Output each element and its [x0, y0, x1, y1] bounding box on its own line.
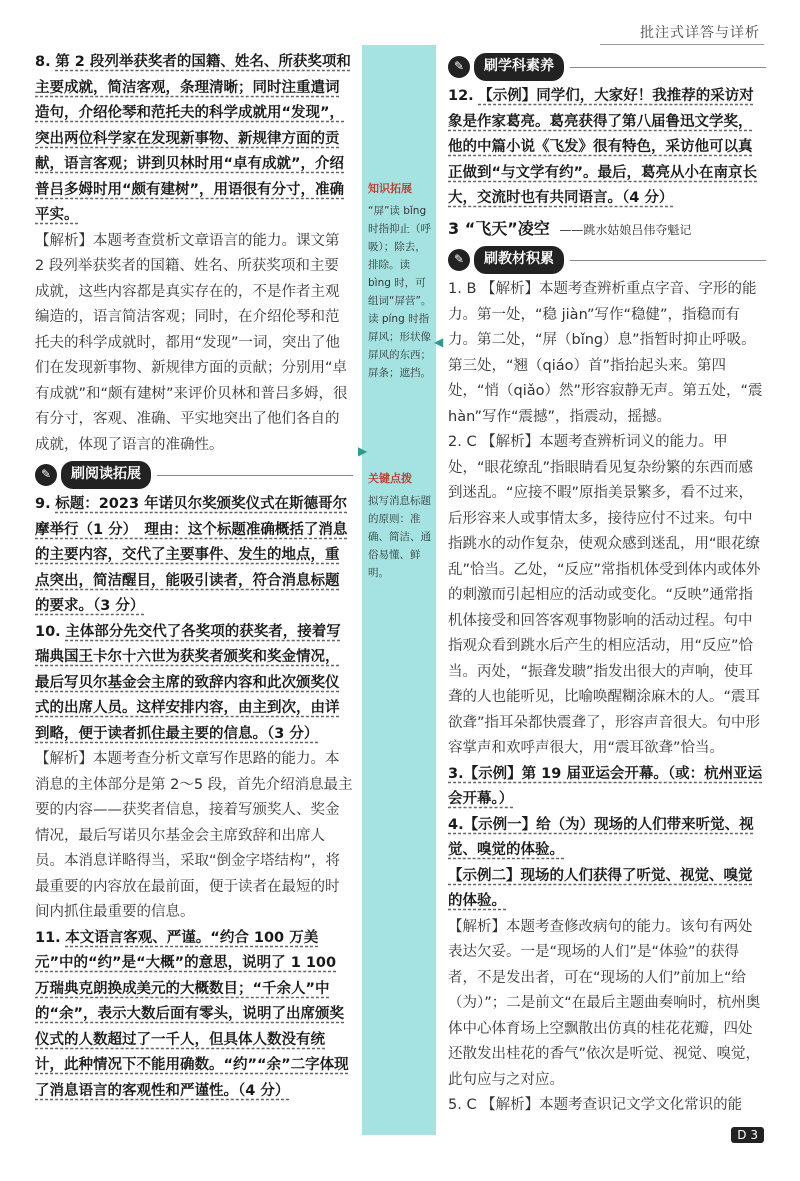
- side-note-key: [368, 470, 434, 582]
- pointer-right-icon: ▶: [358, 444, 368, 458]
- lesson-title: [448, 216, 766, 244]
- side-note-title: 关键点拨: [368, 472, 412, 485]
- question-12: [448, 84, 766, 212]
- side-note-text: “屏”读 bǐng 时指抑止（呼吸）；除去，排除。读 bìng 时，可组词“屏营”。读 píng 时指屏风；形状像屏风的东西；屏条；遮挡。: [368, 205, 432, 379]
- answer-1: 1. B 【解析】本题考查辨析重点字音、字形的能力。第一处，“稳 jiàn”写作“稳健”，指稳而有力。第二处，“屏（bǐng）息”指暂时抑止呼吸。第三处，“翘（qiáo）首”指抬起头来。第四处，“悄（qiǎo）然”形容寂静无声。第五处，“震 hàn”写作“震撼”，指震动，摇撼。: [448, 281, 763, 425]
- section-label: 刷教材积累: [474, 246, 564, 274]
- header-divider: [600, 44, 764, 45]
- explanation-4: 【解析】本题考查修改病句的能力。该句有两处表达欠妥。一是“现场的人们”是“体验”的获得者，不是发出者，可在“现场的人们”前加上“给（为）”；二是前文“在最后主题曲奏响时，杭州奥体中心体育场上空飘散出仿真的桂花花瓣，四处还散发出桂花的香气”依次是听觉、视觉、嗅觉，此句应与之对应。: [448, 918, 761, 1088]
- side-note-title: 知识拓展: [368, 182, 412, 195]
- lesson-title-text: 3 “飞天”凌空: [448, 218, 550, 238]
- pointer-left-icon: ◀: [434, 335, 444, 349]
- question-number: 9.: [35, 496, 51, 512]
- brush-icon: ✎: [448, 249, 470, 271]
- page-number: D 3: [731, 1127, 764, 1143]
- question-number: 10.: [35, 623, 61, 640]
- question-8: [35, 50, 353, 229]
- answer-5: 5. C 【解析】本题考查识记文学文化常识的能: [448, 1097, 743, 1113]
- side-note-text: 拟写消息标题的原则：准确、简洁、通俗易懂、鲜明。: [368, 495, 431, 579]
- question-number: 12.: [448, 88, 474, 104]
- question-number: 8.: [35, 54, 51, 70]
- section-rule: [570, 67, 766, 68]
- brush-icon: ✎: [35, 464, 57, 486]
- answer-4-example-1: 4.【示例一】给（为）现场的人们带来听觉、视觉、嗅觉的体验。: [448, 816, 754, 858]
- lesson-subtitle: ——跳水姑娘吕伟夺魁记: [559, 222, 692, 237]
- section-rule: [570, 260, 766, 261]
- right-column: [448, 50, 766, 1119]
- question-10: [35, 620, 353, 748]
- answer-text: 本文语言客观、严谨。“约合 100 万美元”中的“约”是“大概”的意思，说明了 1 100 万瑞典克朗换成美元的大概数目；“千余人”中的“余”，表示大数后面有零头，说明了出席颁奖仪式的人数超过了一千人，但具体人数没有统计，此种情况下不能用确数。“约”“余”二字体现了消息语言的客观性和严谨性。（4 分）: [35, 929, 349, 1099]
- section-header-literacy: [448, 54, 766, 80]
- answer-4-example-2: 【示例二】现场的人们获得了听觉、视觉、嗅觉的体验。: [448, 867, 753, 909]
- section-label: 刷学科素养: [474, 53, 564, 81]
- section-label: 刷阅读拓展: [61, 461, 151, 489]
- section-rule: [157, 475, 353, 476]
- answer-text: 第 2 段列举获奖者的国籍、姓名、所获奖项和主要成就，简洁客观，条理清晰；同时注重遣词造句，介绍伦琴和范托夫的科学成就用“发现”，突出两位科学家在发现新事物、新规律方面的贡献，语言客观；讲到贝林时用“卓有成就”，介绍普吕多姆时用“颇有建树”，用语很有分寸，准确平实。: [35, 54, 351, 223]
- answer-text: 主体部分先交代了各奖项的获奖者，接着写瑞典国王卡尔十六世为获奖者颁奖和奖金情况，最后写贝尔基金会主席的致辞内容和此次颁奖仪式的出席人员。这样安排内容，由主到次，由详到略，便于读者抓住最主要的信息。（3 分）: [35, 623, 341, 742]
- explanation-10: 【解析】本题考查分析文章写作思路的能力。本消息的主体部分是第 2～5 段，首先介绍消息最主要的内容——获奖者信息，接着写颁奖人、奖金情况，最后写诺贝尔基金会主席致辞和出席人员。本消息详略得当，采取“倒金字塔结构”，将最重要的内容放在最前面，便于读者在最短的时间内抓住最重要的信息。: [35, 751, 353, 920]
- answer-text: 【示例】同学们，大家好！我推荐的采访对象是作家葛亮。葛亮获得了第八届鲁迅文学奖，他的中篇小说《飞发》很有特色，采访他可以真正做到“与文学有约”。最后，葛亮从小在南京长大，交流时也有共同语言。（4 分）: [448, 88, 758, 206]
- section-header-textbook: [448, 247, 766, 273]
- header-title: 批注式详答与详析: [640, 25, 760, 41]
- answer-2: 2. C 【解析】本题考查辨析词义的能力。甲处，“眼花缭乱”指眼睛看见复杂纷繁的东西而感到迷乱。“应接不暇”原指美景繁多，看不过来，后形容来人或事情太多，接待应付不过来。句中指跳水的动作复杂，使观众感到迷乱，用“眼花缭乱”恰当。乙处，“反应”常指机体受到体内或体外的刺激而引起相应的活动或变化。“反映”通常指机体接受和回答客观事物影响的活动过程。句中指观众看到跳水后产生的相应活动，用“反应”恰当。丙处，“振聋发聩”指发出很大的声响，使耳聋的人也能听见，比喻唤醒糊涂麻木的人。“震耳欲聋”指耳朵都快震聋了，形容声音很大。句中形容掌声和欢呼声很大，用“震耳欲聋”恰当。: [448, 434, 761, 756]
- explanation-8: 【解析】本题考查赏析文章语言的能力。课文第 2 段列举获奖者的国籍、姓名、所获奖项和主要成就，这些内容都是真实存在的，不是作者主观编造的，语言简洁客观；同时，在介绍伦琴和范托夫的科学成就时，都用“发现”一词，突出了他们在发现新事物、新规律方面的贡献；分别用“卓有成就”和“颇有建树”来评价贝林和普吕多姆，很有分寸，客观、准确、平实地突出了他们各自的成就，体现了语言的准确性。: [35, 232, 348, 453]
- left-column: [35, 50, 353, 1104]
- section-header-reading: [35, 462, 353, 488]
- question-11: [35, 926, 353, 1105]
- answer-text: 标题：2023 年诺贝尔奖颁奖仪式在斯德哥尔摩举行（1 分） 理由：这个标题准确概括了消息的主要内容，交代了主要事件、发生的地点，重点突出，简洁醒目，能吸引读者，符合消息标题的要求。（3 分）: [35, 496, 348, 614]
- question-number: 11.: [35, 929, 61, 946]
- answer-3: 3.【示例】第 19 届亚运会开幕。（或：杭州亚运会开幕。）: [448, 765, 763, 807]
- question-9: [35, 492, 353, 620]
- brush-icon: ✎: [448, 56, 470, 78]
- side-note-knowledge: [368, 180, 434, 382]
